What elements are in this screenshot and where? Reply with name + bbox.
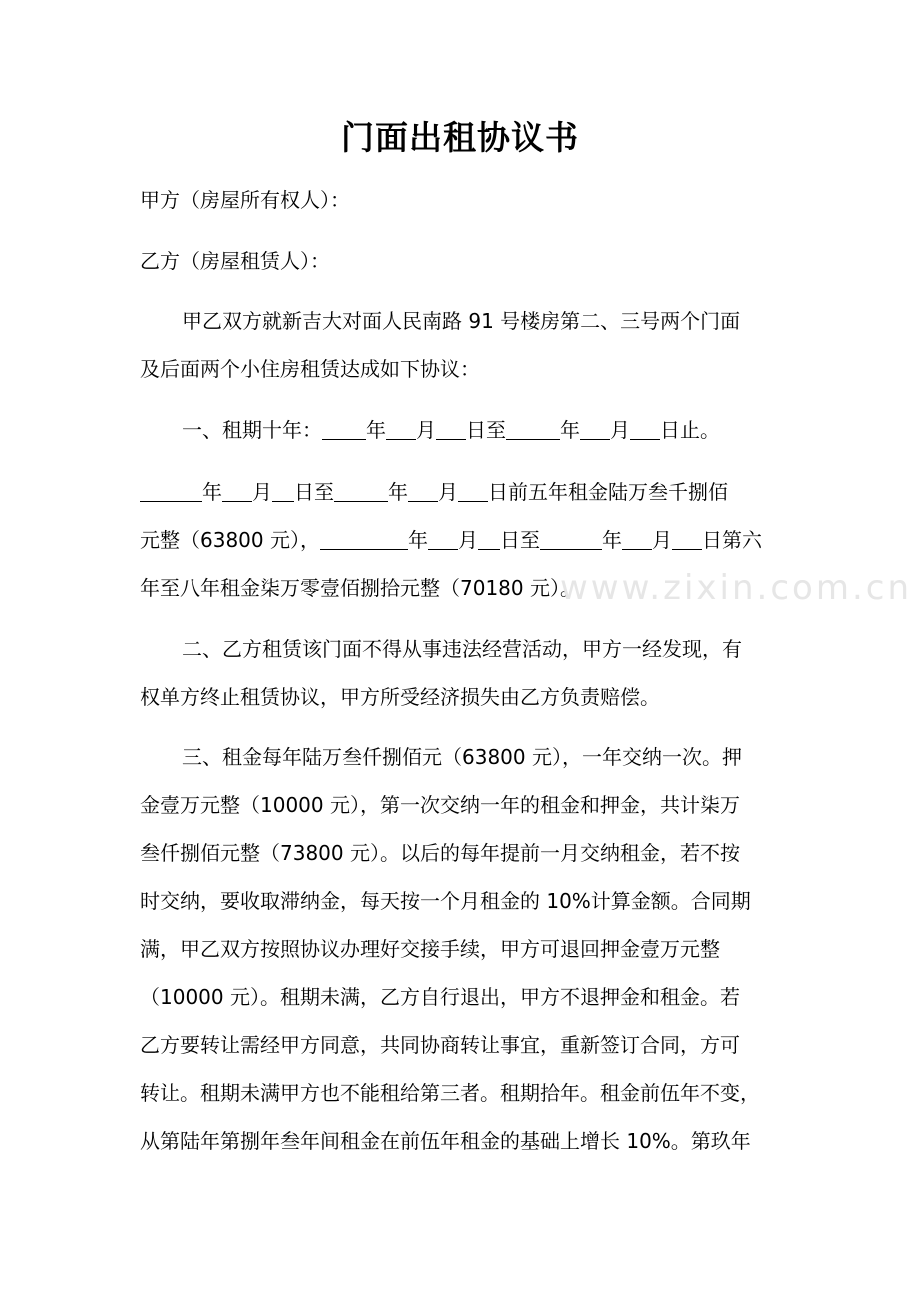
blank-month (222, 481, 252, 502)
blank-month (408, 481, 438, 502)
clause2-line-2: 权单方终止租赁协议，甲方所受经济损失由乙方负责赔偿。 (140, 685, 660, 709)
year-label: 年 (202, 480, 222, 504)
clause3-line-3: 叁仟捌佰元整（73800 元）。以后的每年提前一月交纳租金，若不按 (140, 841, 740, 865)
clause3-line-4: 时交纳，要收取滞纳金，每天按一个月租金的 10%计算金额。合同期 (140, 889, 751, 913)
clause3-line-7: 乙方要转让需经甲方同意，共同协商转让事宜，重新签订合同，方可 (140, 1033, 740, 1057)
clause3-line-1: 三、租金每年陆万叁仟捌佰元（63800 元），一年交纳一次。押 (182, 745, 742, 769)
blank-day (458, 481, 488, 502)
clause1-line-4: 年至八年租金柒万零壹佰捌拾元整（70180 元）。 (140, 576, 580, 600)
blank-year (334, 481, 388, 502)
blank-month (622, 529, 652, 550)
clause3-line-5: 满，甲乙双方按照协议办理好交接手续，甲方可退回押金壹万元整 (140, 937, 720, 961)
clause1-lead: 一、租期十年： (182, 418, 322, 442)
blank-day (272, 481, 294, 502)
clause3-line-6: （10000 元）。租期未满，乙方自行退出，甲方不退押金和租金。若 (140, 985, 740, 1009)
party-a-line: 甲方（房屋所有权人）： (140, 188, 350, 212)
party-b-line: 乙方（房屋租赁人）： (140, 249, 330, 273)
clause1-line-2 (140, 476, 790, 505)
end-label: 日止。 (660, 418, 720, 442)
document-title: 门面出租协议书 (341, 118, 579, 157)
intro-line-2: 及后面两个小住房租赁达成如下协议： (140, 357, 480, 381)
month-label: 月 (416, 418, 436, 442)
blank-year (540, 529, 602, 550)
to-label: 日至 (294, 480, 334, 504)
month-label: 月 (651, 528, 672, 552)
clause1-line-1 (182, 414, 832, 443)
blank-year (320, 529, 408, 550)
blank-day (630, 419, 660, 440)
intro-line-1: 甲乙双方就新吉大对面人民南路 91 号楼房第二、三号两个门面 (182, 309, 741, 333)
clause1-line-2-tail: 日前五年租金陆万叁千捌佰 (488, 480, 728, 504)
clause3-line-8: 转让。租期未满甲方也不能租给第三者。租期拾年。租金前伍年不变， (140, 1081, 760, 1105)
to-label: 日至 (499, 528, 540, 552)
clause1-line-3 (140, 524, 790, 553)
blank-month (428, 529, 458, 550)
month-label: 月 (610, 418, 630, 442)
month-label: 月 (438, 480, 458, 504)
year-label: 年 (601, 528, 622, 552)
clause1-line-3-tail: 日第六 (701, 528, 762, 552)
month-label: 月 (457, 528, 478, 552)
blank-year (140, 481, 202, 502)
year-label: 年 (560, 418, 580, 442)
blank-day (672, 529, 702, 550)
blank-month (580, 419, 610, 440)
clause1-line-3-head: 元整（63800 元）， (140, 528, 320, 552)
year-label: 年 (388, 480, 408, 504)
blank-month (386, 419, 416, 440)
clause3-line-9: 从第陆年第捌年叁年间租金在前伍年租金的基础上增长 10%。第玖年 (140, 1129, 751, 1153)
to-label: 日至 (466, 418, 506, 442)
blank-year (506, 419, 560, 440)
blank-year (322, 419, 366, 440)
month-label: 月 (252, 480, 272, 504)
clause3-line-2: 金壹万元整（10000 元），第一次交纳一年的租金和押金，共计柒万 (140, 793, 740, 817)
year-label: 年 (366, 418, 386, 442)
blank-day (478, 529, 500, 550)
year-label: 年 (407, 528, 428, 552)
clause2-line-1: 二、乙方租赁该门面不得从事违法经营活动，甲方一经发现，有 (182, 637, 742, 661)
blank-day (436, 419, 466, 440)
watermark: www.zixin.com.cn (560, 568, 912, 608)
